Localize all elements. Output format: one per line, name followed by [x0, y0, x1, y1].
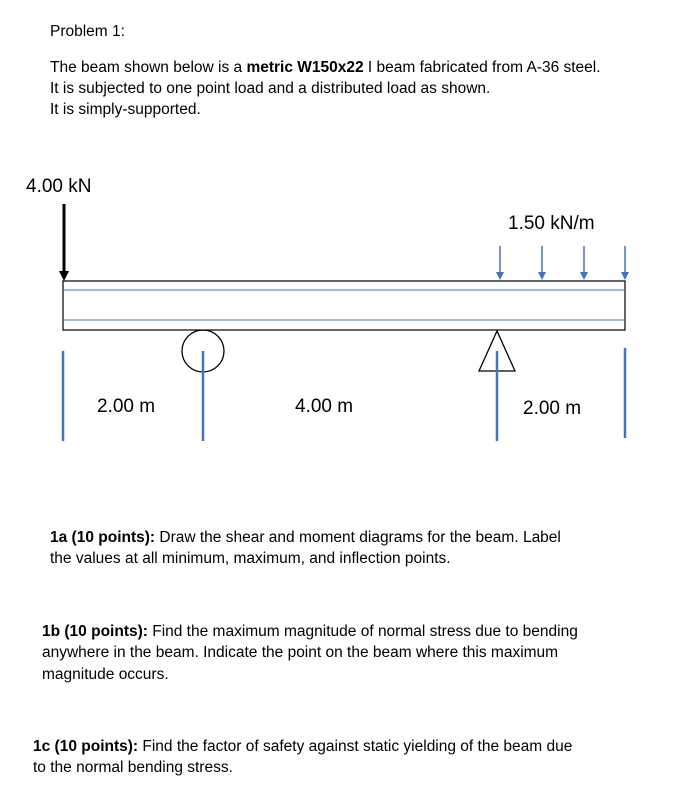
part-1c-line-2: to the normal bending stress. [33, 759, 233, 776]
distributed-load-arrows [500, 246, 625, 276]
problem-line-1-post: I beam fabricated from A-36 steel. [363, 59, 601, 76]
problem-line-3: It is simply-supported. [50, 101, 201, 118]
part-1b-line-2: anywhere in the beam. Indicate the point on the beam where this maximum [42, 644, 559, 661]
part-1b-line-3: magnitude occurs. [42, 666, 169, 683]
span-label-1: 2.00 m [97, 396, 156, 417]
part-1c-text-1: Find the factor of safety against static yielding of the beam due [138, 738, 573, 755]
part-1a-text-1: Draw the shear and moment diagrams for the beam. Label [155, 529, 561, 546]
beam-outline [63, 281, 625, 330]
part-1a-label: 1a (10 points): [50, 529, 156, 546]
distributed-load-label: 1.50 kN/m [508, 213, 595, 234]
part-1c-label: 1c (10 points): [33, 738, 139, 755]
part-1b-text-1: Find the maximum magnitude of normal stress due to bending [147, 623, 578, 640]
point-load-label: 4.00 kN [26, 176, 92, 197]
part-1c-line-1 [33, 737, 572, 757]
dimension-ticks [63, 348, 625, 441]
beam-designation: metric W150x22 [246, 59, 364, 76]
beam [63, 281, 625, 330]
problem-title: Problem 1: [50, 23, 125, 40]
part-1a-line-2: the values at all minimum, maximum, and inflection points. [50, 550, 451, 567]
problem-line-1-pre: The beam shown below is a [50, 59, 247, 76]
problem-line-2: It is subjected to one point load and a distributed load as shown. [50, 80, 491, 97]
part-1b-label: 1b (10 points): [42, 623, 148, 640]
part-1a-line-1 [50, 528, 561, 548]
span-label-2: 4.00 m [295, 396, 354, 417]
span-label-3: 2.00 m [523, 398, 582, 419]
part-1b-line-1 [42, 622, 578, 642]
